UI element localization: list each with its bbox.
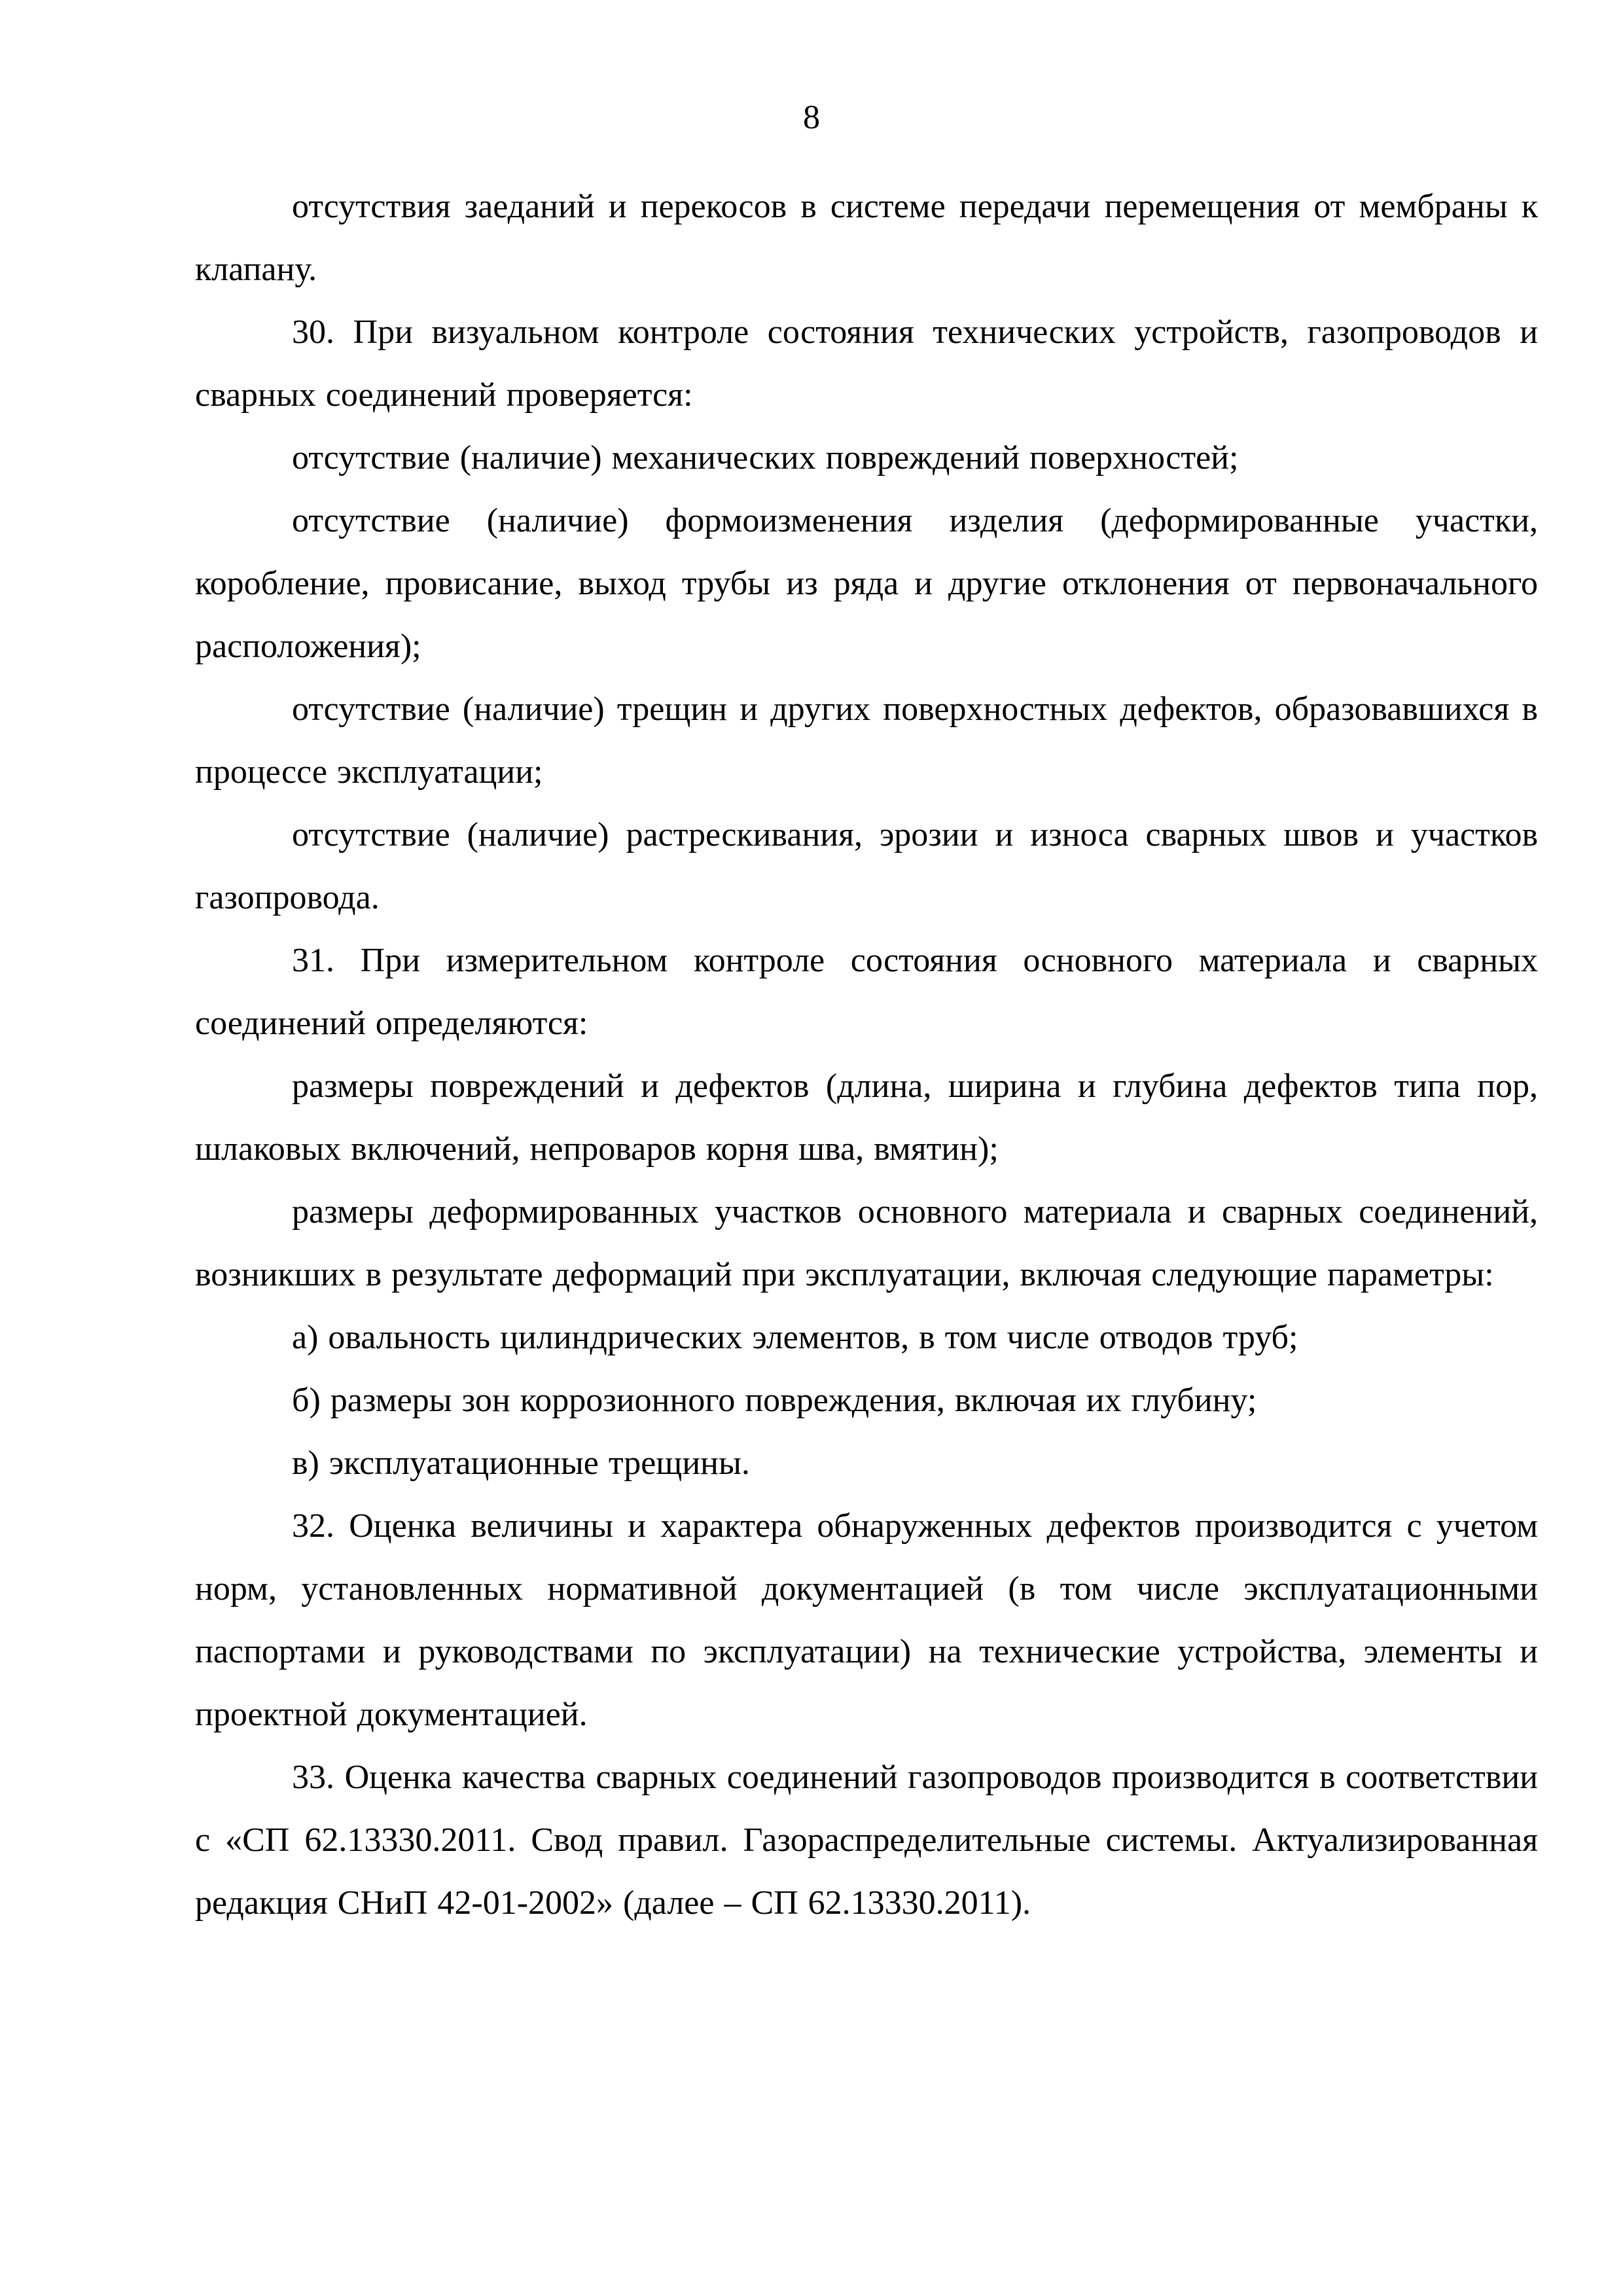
paragraph-item-33: 33. Оценка качества сварных соединений газопроводов производится в соответствии с «СП 62.13330.2011. Свод правил. Газораспределительные системы. Актуализированная редакция СНиП 42-01-2002» (далее – СП 62.13330.2011). xyxy=(195,1759,1538,1922)
document-body xyxy=(195,175,1538,1935)
paragraph-bullet: отсутствие (наличие) формоизменения изделия (деформированные участки, коробление, провисание, выход трубы из ряда и другие отклонения от первоначального расположения); xyxy=(195,502,1538,665)
paragraph-item-31: 31. При измерительном контроле состояния основного материала и сварных соединений определяются: xyxy=(195,942,1538,1042)
paragraph-bullet: размеры деформированных участков основного материала и сварных соединений, возникших в результате деформаций при эксплуатации, включая следующие параметры: xyxy=(195,1193,1538,1293)
paragraph-bullet: отсутствие (наличие) растрескивания, эрозии и износа сварных швов и участков газопровода. xyxy=(195,816,1538,916)
paragraph-subitem-v: в) эксплуатационные трещины. xyxy=(292,1444,750,1482)
paragraph-continuation: отсутствия заеданий и перекосов в системе передачи перемещения от мембраны к клапану. xyxy=(195,188,1538,288)
page-number: 8 xyxy=(803,99,820,136)
paragraph-bullet: размеры повреждений и дефектов (длина, ширина и глубина дефектов типа пор, шлаковых включений, непроваров корня шва, вмятин); xyxy=(195,1067,1538,1168)
paragraph-item-30: 30. При визуальном контроле состояния технических устройств, газопроводов и сварных соединений проверяется: xyxy=(195,314,1538,414)
paragraph-bullet: отсутствие (наличие) механических повреждений поверхностей; xyxy=(292,439,1239,476)
paragraph-subitem-a: а) овальность цилиндрических элементов, в том числе отводов труб; xyxy=(292,1319,1298,1356)
paragraph-item-32: 32. Оценка величины и характера обнаруженных дефектов производится с учетом норм, установленных нормативной документацией (в том числе эксплуатационными паспортами и руководствами по эксплуатации) на технические устройства, элементы и проектной документацией. xyxy=(195,1507,1538,1733)
paragraph-bullet: отсутствие (наличие) трещин и других поверхностных дефектов, образовавшихся в процессе эксплуатации; xyxy=(195,691,1538,791)
paragraph-subitem-b: б) размеры зон коррозионного повреждения, включая их глубину; xyxy=(292,1382,1257,1419)
